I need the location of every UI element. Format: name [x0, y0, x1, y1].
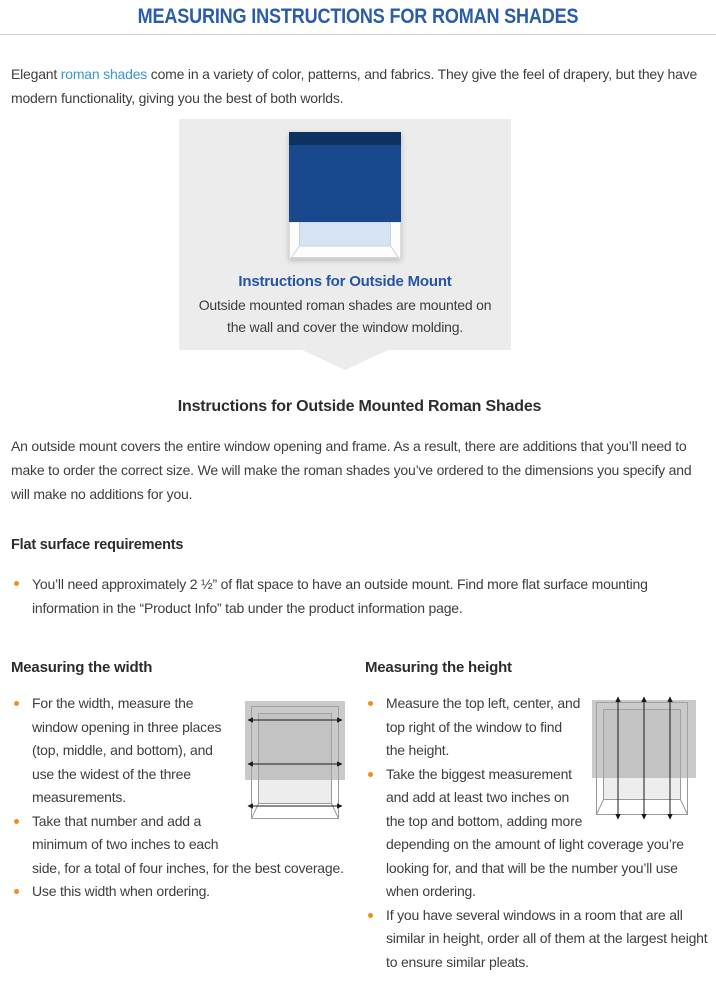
roman-shade-illustration — [289, 132, 401, 260]
header-divider — [0, 34, 716, 35]
page-header — [0, 4, 716, 35]
measuring-width-column — [11, 644, 357, 974]
list-item: Take the biggest measurement and add at least two inches on the top and bottom, adding more depending on the amount of light coverage you’re looking for, and that will be the number you’ll use when ordering. — [365, 763, 708, 904]
intro-text-pre: Elegant — [11, 66, 61, 82]
roman-shades-link[interactable]: roman shades — [60, 66, 148, 82]
outside-mount-callout — [179, 119, 511, 370]
flat-surface-list — [11, 572, 708, 620]
flat-surface-heading: Flat surface requirements — [11, 537, 184, 553]
list-item: If you have several windows in a room that are all similar in height, order all of them at the largest height to ensure similar pleats. — [365, 904, 708, 975]
list-item: Use this width when ordering. — [11, 880, 357, 904]
intro-paragraph — [11, 62, 708, 110]
list-item: For the width, measure the window opening in three places (top, middle, and bottom), and use the widest of the three measurements. — [11, 692, 357, 810]
list-item: Take that number and add a minimum of two inches to each side, for a total of four inches, for the best coverage. — [11, 810, 357, 881]
page-title: MEASURING INSTRUCTIONS FOR ROMAN SHADES — [137, 5, 579, 28]
measuring-width-heading: Measuring the width — [11, 659, 153, 676]
measuring-height-list — [365, 692, 708, 974]
outside-section-paragraph: An outside mount covers the entire window opening and frame. As a result, there are additions that you’ll need to make to order the correct size. We will make the roman shades you’ve ordered to the dimensions you specify and will make no additions for you. — [11, 438, 692, 502]
list-item: You’ll need approximately 2 ½” of flat space to have an outside mount. Find more flat surface mounting information in the “Product Info” tab under the product information page. — [11, 572, 708, 620]
callout-caption-text: Outside mounted roman shades are mounted on the wall and cover the window molding. — [198, 297, 492, 335]
callout-arrow-icon — [302, 350, 388, 370]
measuring-width-list — [11, 692, 357, 904]
measuring-columns — [11, 644, 708, 974]
outside-section-heading: Instructions for Outside Mounted Roman Shades — [177, 398, 542, 415]
intro-text-post: come in a variety of color, patterns, and fabrics. They give the feel of drapery, but they have modern functionality, giving you the best of both worlds. — [11, 66, 698, 106]
list-item: Measure the top left, center, and top right of the window to find the height. — [365, 692, 708, 763]
callout-box — [179, 119, 511, 350]
callout-caption-title: Instructions for Outside Mount — [238, 273, 452, 290]
main-content — [0, 62, 716, 1002]
measuring-height-heading: Measuring the height — [365, 659, 512, 676]
measuring-height-column — [365, 644, 708, 974]
